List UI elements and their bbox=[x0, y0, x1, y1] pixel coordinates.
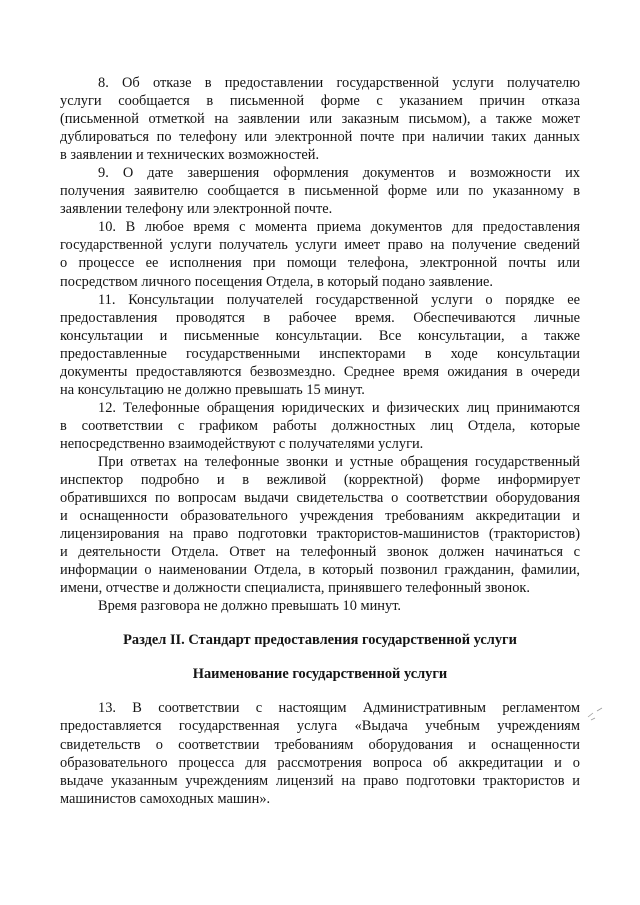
text-line: Время разговора не должно превышать 10 минут. bbox=[98, 598, 402, 615]
text-line: о процессе ее исполнения при помощи телефона, электронной почты или bbox=[60, 255, 580, 272]
text-line: образовательного процесса для рассмотрения вопроса об аккредитации и о bbox=[60, 754, 580, 771]
text-line: 9. О дате завершения оформления документов и возможности их bbox=[98, 165, 580, 182]
scan-artifact-mark bbox=[584, 701, 608, 725]
text-line: 12. Телефонные обращения юридических и физических лиц принимаются bbox=[98, 399, 580, 416]
text-line: и деятельности Отдела. Ответ на телефонный звонок должен начинаться с bbox=[60, 544, 580, 561]
paragraph-11 bbox=[60, 291, 580, 399]
text-line: в соответствии с графиком работы должностных лиц Отдела, которые bbox=[60, 417, 580, 434]
text-line: государственной услуги получатель услуги имеет право на получение сведений bbox=[60, 237, 580, 254]
text-line: и оснащенности образовательного учреждения требованиям аккредитации и bbox=[60, 508, 580, 525]
paragraph-12 bbox=[60, 399, 580, 453]
text-line: свидетельств о соответствии требованиям оборудования и оснащенности bbox=[60, 736, 580, 753]
text-line: 10. В любое время с момента приема документов для предоставления bbox=[98, 219, 580, 236]
text-line: машинистов самоходных машин». bbox=[60, 790, 271, 807]
text-line: инспектор подробно и в вежливой (корректной) форме информирует bbox=[60, 472, 580, 489]
text-line: При ответах на телефонные звонки и устные обращения государственный bbox=[98, 453, 580, 470]
text-line: обратившихся по вопросам выдачи свидетельства о соответствии оборудования bbox=[60, 490, 580, 507]
text-line: на консультацию не должно превышать 15 минут. bbox=[60, 381, 365, 398]
subsection-heading: Наименование государственной услуги bbox=[192, 666, 448, 683]
text-line: предоставленные государственными инспекторами в ходе консультации bbox=[60, 345, 580, 362]
text-line: выдаче указанным учреждениям лицензий на право подготовки трактористов и bbox=[60, 772, 580, 789]
text-line: заявлении телефону или электронной почте. bbox=[60, 201, 333, 218]
text-line: дублироваться по телефону или электронной почте при наличии таких данных bbox=[60, 129, 580, 146]
text-line: 13. В соответствии с настоящим Административным регламентом bbox=[98, 700, 580, 717]
paragraph-10 bbox=[60, 218, 580, 290]
text-line: лицензирования на право подготовки трактористов-машинистов (трактористов) bbox=[60, 526, 580, 543]
text-line: предоставления проводятся в рабочее время. Обеспечиваются личные bbox=[60, 309, 580, 326]
text-line: 11. Консультации получателей государственной услуги о порядке ее bbox=[98, 291, 580, 308]
text-line: услуги сообщается в письменной форме с указанием причин отказа bbox=[60, 93, 580, 110]
text-line: непосредственно взаимодействуют с получателями услуги. bbox=[60, 435, 424, 452]
text-line: посредством личного посещения Отдела, в который подано заявление. bbox=[60, 273, 494, 290]
text-line: (письменной отметкой на заявлении или заказным письмом), а также может bbox=[60, 111, 580, 128]
text-line: информации о наименовании Отдела, в который позвонил гражданин, фамилии, bbox=[60, 562, 580, 579]
text-line: документы предоставляются безвозмездно. Среднее время ожидания в очереди bbox=[60, 363, 580, 380]
paragraph-13 bbox=[60, 699, 580, 807]
paragraph-8 bbox=[60, 74, 580, 164]
text-line: получения заявителю сообщается в письменной форме или по указанному в bbox=[60, 183, 580, 200]
text-line: 8. Об отказе в предоставлении государственной услуги получателю bbox=[98, 75, 580, 91]
text-line: в заявлении и технических возможностей. bbox=[60, 147, 320, 164]
section-heading: Раздел II. Стандарт предоставления государственной услуги bbox=[123, 632, 517, 649]
document-body bbox=[60, 74, 580, 808]
text-line: консультации и письменные консультации. Все консультации, а также bbox=[60, 327, 580, 344]
paragraph-12-duration bbox=[60, 597, 580, 615]
paragraph-12-phone-rules bbox=[60, 453, 580, 597]
text-line: имени, отчестве и должности специалиста, принявшего телефонный звонок. bbox=[60, 580, 531, 597]
text-line: предоставляется государственная услуга «Выдача учебным учреждениям bbox=[60, 718, 580, 735]
paragraph-9 bbox=[60, 164, 580, 218]
